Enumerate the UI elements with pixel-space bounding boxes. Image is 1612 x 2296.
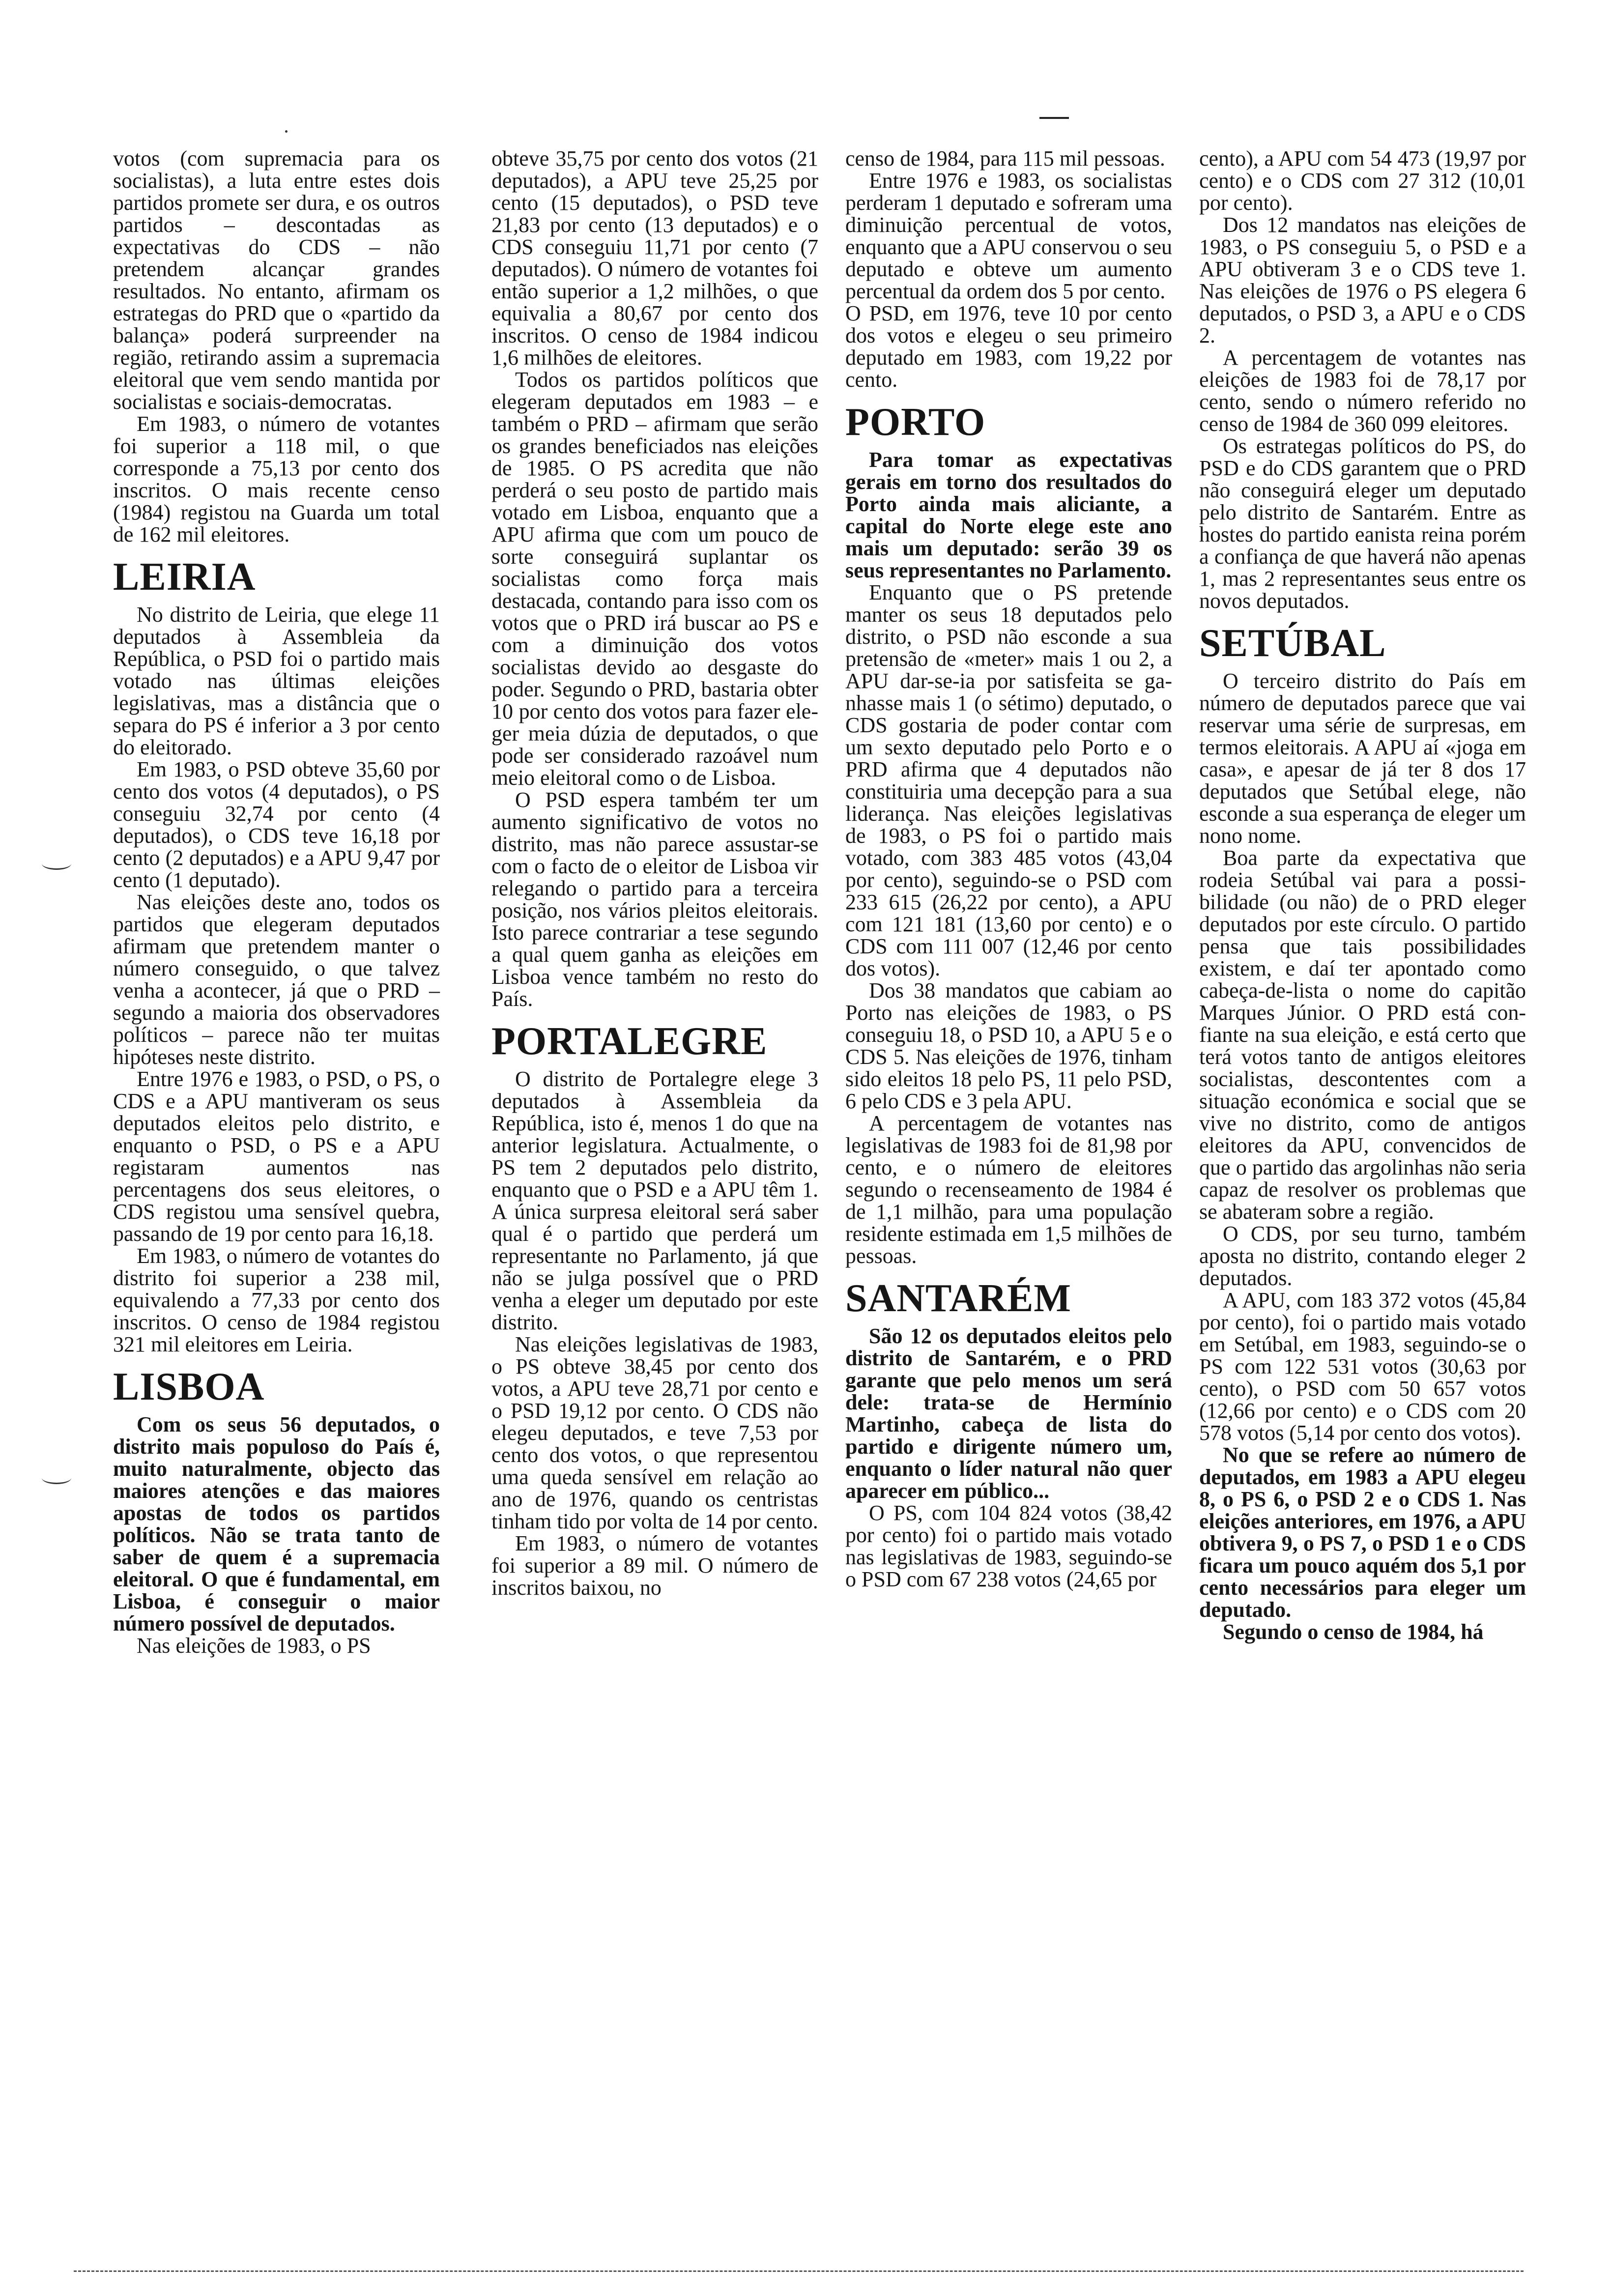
section-heading-lisboa: LISBOA: [113, 1365, 265, 1408]
paragraph: Em 1983, o número de votantes foi superior a 118 mil, o que corresponde a 75,13 por cento dos inscritos. O mais recente censo (1984) registou na Guarda um total de 162 mil eleitores.: [113, 412, 440, 546]
paragraph: Entre 1976 e 1983, o PSD, o PS, o CDS e a APU mantiveram os seus deputados eleitos pelo distrito, e enquanto o PSD, o PS e a APU registaram aumentos nas percentagens dos seus eleitores, o CDS registou uma sensível quebra, passando de 19 por cento para 16,18.: [113, 1067, 440, 1246]
page-tick-mark: [1039, 117, 1069, 119]
paragraph: Enquanto que o PS pretende manter os seus 18 deputados pelo distrito, o PSD não esconde a sua pretensão de «meter» mais 1 ou 2, a APU dar-se-ia por satisfeita se ganhasse mais 1 (o sétimo) deputado, o CDS gostaria de poder contar com um sexto deputado pelo Porto e o PRD afirma que 4 deputados não constituiria uma decepção para a sua liderança. Nas eleições legislativas de 1983, o PS foi o partido mais votado, com 383 485 votos (43,04 por cento), seguindo-se o PSD com 233 615 (26,22 por cento), a APU com 121 181 (13,60 por cento) e o CDS com 111 007 (12,46 por cento dos votos).: [845, 580, 1172, 980]
column-2: [491, 147, 818, 1599]
section-heading-porto: PORTO: [845, 401, 986, 444]
paragraph: Dos 12 mandatos nas eleições de 1983, o PS conseguiu 5, o PSD e a APU obtiveram 3 e o CDS teve 1. Nas eleições de 1976 o PS elegera 6 deputados, o PSD 3, a APU e o CDS 2.: [1199, 213, 1526, 347]
paragraph: Com os seus 56 deputados, o distrito mais populoso do País é, muito naturalmente, objecto das maiores atenções e das maiores apostas de todos os partidos políticos. Não se trata tanto de saber de quem é a supremacia eleitoral. O que é fundamental, em Lisboa, é conseguir o maior número possível de deputados.: [113, 1412, 440, 1636]
paragraph: Nas eleições de 1983, o PS: [137, 1634, 371, 1658]
paragraph: O PSD espera também ter um aumento significativo de votos no distrito, mas não parece assustar-se com o facto de o eleitor de Lisboa vir relegando o partido para a terceira posição, nos vários pleitos eleitorais. Isto parece contrariar a tese segundo a qual quem ganha as eleições em Lisboa vence também no resto do País.: [491, 788, 818, 1011]
paragraph: O PSD, em 1976, teve 10 por cento dos votos e elegeu o seu primeiro deputado em 1983, com 19,22 por cento.: [845, 301, 1172, 392]
paragraph: Os estrategas políticos do PS, do PSD e do CDS garantem que o PRD não conseguirá eleger um deputado pelo distrito de Santarém. Entre as hostes do partido eanista reina porém a confiança de que haverá não apenas 1, mas 2 representantes seus entre os novos deputados.: [1199, 434, 1526, 613]
binding-mark: [42, 858, 71, 870]
paragraph: Dos 38 mandatos que cabiam ao Porto nas eleições de 1983, o PS conseguiu 18, o PSD 10, a APU 5 e o CDS 5. Nas eleições de 1976, tinham sido eleitos 18 pelo PS, 11 pelo PSD, 6 pelo CDS e 3 pela APU.: [845, 978, 1172, 1113]
paragraph: No que se refere ao número de deputados, em 1983 a APU elegeu 8, o PS 6, o PSD 2 e o CDS 1. Nas eleições anteriores, em 1976, a APU obtivera 9, o PS 7, o PSD 1 e o CDS ficara um pouco aquém dos 5,1 por cento necessários para eleger um deputado.: [1199, 1443, 1526, 1622]
paragraph: censo de 1984, para 115 mil pessoas.: [845, 146, 1165, 171]
paragraph: São 12 os deputados eleitos pelo distrito de Santarém, e o PRD garante que pelo menos um será dele: trata-se de Hermínio Martinho, cabeça de lista do partido e dirigente número um, enquanto o líder natural não quer aparecer em público...: [845, 1324, 1172, 1503]
bottom-scan-line: [74, 2270, 1524, 2272]
paragraph: O terceiro distrito do País em número de deputados parece que vai reservar uma série de surpresas, em termos eleitorais. A APU aí «joga em casa», e apesar de já ter 8 dos 17 deputados que Setúbal elege, não esconde a sua esperança de eleger um nono nome.: [1199, 669, 1526, 848]
column-4: [1199, 147, 1526, 1643]
paragraph: No distrito de Leiria, que elege 11 deputados à Assembleia da República, o PSD foi o partido mais votado nas últimas eleições legislativas, mas a distância que o separa do PS é inferior a 3 por cento do eleitorado.: [113, 603, 440, 759]
paragraph: cento), a APU com 54 473 (19,97 por cento) e o CDS com 27 312 (10,01 por cento).: [1199, 146, 1526, 215]
paragraph: obteve 35,75 por cento dos votos (21 deputados), a APU teve 25,25 por cento (15 deputados), o PSD teve 21,83 por cento (13 deputados) e o CDS conseguiu 11,71 por cento (7 deputados). O número de votantes foi então superior a 1,2 milhões, o que equivalia a 80,67 por cento dos inscritos. O censo de 1984 indicou 1,6 milhões de eleitores.: [491, 146, 818, 370]
paragraph: Em 1983, o PSD obteve 35,60 por cento dos votos (4 deputados), o PS conseguiu 32,74 por cento (4 deputados), o CDS teve 16,18 por cento (2 deputados) e a APU 9,47 por cento (1 deputado).: [113, 757, 440, 892]
binding-mark: [42, 1472, 71, 1484]
paragraph: Para tomar as expectativas gerais em torno dos resultados do Porto ainda mais aliciante, a capital do Norte elege este ano mais um deputado: serão 39 os seus representantes no Parlamento.: [845, 448, 1172, 582]
paragraph: Entre 1976 e 1983, os socialistas perderam 1 deputado e sofreram uma diminuição percentual de votos, enquanto que a APU conservou o seu deputado e obteve um aumento percentual da ordem dos 5 por cento.: [845, 169, 1172, 303]
paragraph: O PS, com 104 824 votos (38,42 por cento) foi o partido mais votado nas legislativas de 1983, seguindo-se o PSD com 67 238 votos (24,65 por: [845, 1501, 1172, 1591]
paragraph: Todos os partidos políticos que elegeram deputados em 1983 – e também o PRD – afirmam que serão os grandes beneficiados nas eleições de 1985. O PS acredita que não perderá o seu posto de partido mais votado em Lisboa, enquanto que a APU afirma que com um pouco de sorte conseguirá suplantar os socialistas como força mais destacada, contando para isso com os votos que o PRD irá buscar ao PS e com a diminuição dos votos socialistas devido ao desgaste do poder. Segundo o PRD, bastaria obter 10 por cento dos votos para fazer eleger meia dúzia de deputados, o que pode ser considerado razoável num meio eleitoral como o de Lisboa.: [491, 368, 818, 790]
section-heading-portalegre: PORTALEGRE: [491, 1020, 768, 1063]
paragraph: Em 1983, o número de votantes foi superior a 89 mil. O número de inscritos baixou, no: [491, 1531, 818, 1600]
paragraph: Boa parte da expectativa que rodeia Setúbal vai para a possibilidade (ou não) de o PRD eleger deputados por este círculo. O partido pensa que tais possibilidades existem, e daí ter apontado como cabeça-de-lista o nome do capitão Marques Júnior. O PRD está confiante na sua eleição, e está certo que terá votos tanto de antigos eleitores socialistas, descontentes com a situação económica e social que se vive no distrito, como de antigos eleitores da APU, convencidos de que o partido das argolinhas não seria capaz de resolver os problemas que se abateram sobre a região.: [1199, 846, 1526, 1224]
paragraph: A percentagem de votantes nas eleições de 1983 foi de 78,17 por cento, sendo o número referido no censo de 1984 de 360 099 eleitores.: [1199, 345, 1526, 436]
section-heading-setubal: SETÚBAL: [1199, 622, 1386, 665]
paragraph: Segundo o censo de 1984, há: [1223, 1620, 1484, 1644]
paragraph: O CDS, por seu turno, também aposta no distrito, contando eleger 2 deputados.: [1199, 1222, 1526, 1290]
paragraph: O distrito de Portalegre elege 3 deputados à Assembleia da República, isto é, menos 1 do que na anterior legislatura. Actualmente, o PS tem 2 deputados pelo distrito, enquanto que o PSD e a APU têm 1. A única surpresa eleitoral será saber qual é o partido que perderá um representante no Parlamento, já que não se julga possível que o PRD venha a eleger um deputado por este distrito.: [491, 1067, 818, 1334]
print-speck: [285, 130, 288, 133]
paragraph: Nas eleições deste ano, todos os partidos que elegeram deputados afirmam que pretendem manter o número conseguido, o que talvez venha a acontecer, já que o PRD – segundo a maioria dos observadores políticos – parece não ter muitas hipóteses neste distrito.: [113, 890, 440, 1069]
section-heading-santarem: SANTARÉM: [845, 1277, 1071, 1320]
paragraph: Nas eleições legislativas de 1983, o PS obteve 38,45 por cento dos votos, a APU teve 28,71 por cento e o PSD 19,12 por cento. O CDS não elegeu deputados, e teve 7,53 por cento dos votos, o que representou uma queda sensível em relação ao ano de 1976, quando os centristas tinham tido por volta de 14 por cento.: [491, 1332, 818, 1533]
paragraph: votos (com supremacia para os socialistas), a luta entre estes dois partidos promete ser dura, e os outros partidos – descontadas as expectativas do CDS – não pretendem alcançar grandes resultados. No entanto, afirmam os estrategas do PRD que o «partido da balança» poderá surpreender na região, retirando assim a supremacia eleitoral que vem sendo mantida por socialistas e sociais-democratas.: [113, 146, 440, 414]
column-1: [113, 147, 440, 1657]
section-heading-leiria: LEIRIA: [113, 555, 256, 599]
column-3: [845, 147, 1172, 1590]
paragraph: Em 1983, o número de votantes do distrito foi superior a 238 mil, equivalendo a 77,33 por cento dos inscritos. O censo de 1984 registou 321 mil eleitores em Leiria.: [113, 1244, 440, 1356]
paragraph: A percentagem de votantes nas legislativas de 1983 foi de 81,98 por cento, e o número de eleitores segundo o recenseamento de 1984 é de 1,1 milhão, para uma população residente estimada em 1,5 milhões de pessoas.: [845, 1111, 1172, 1268]
paragraph: A APU, com 183 372 votos (45,84 por cento), foi o partido mais votado em Setúbal, em 1983, seguindo-se o PS com 122 531 votos (30,63 por cento), o PSD com 50 657 votos (12,66 por cento) e o CDS com 20 578 votos (5,14 por cento dos votos).: [1199, 1288, 1526, 1445]
